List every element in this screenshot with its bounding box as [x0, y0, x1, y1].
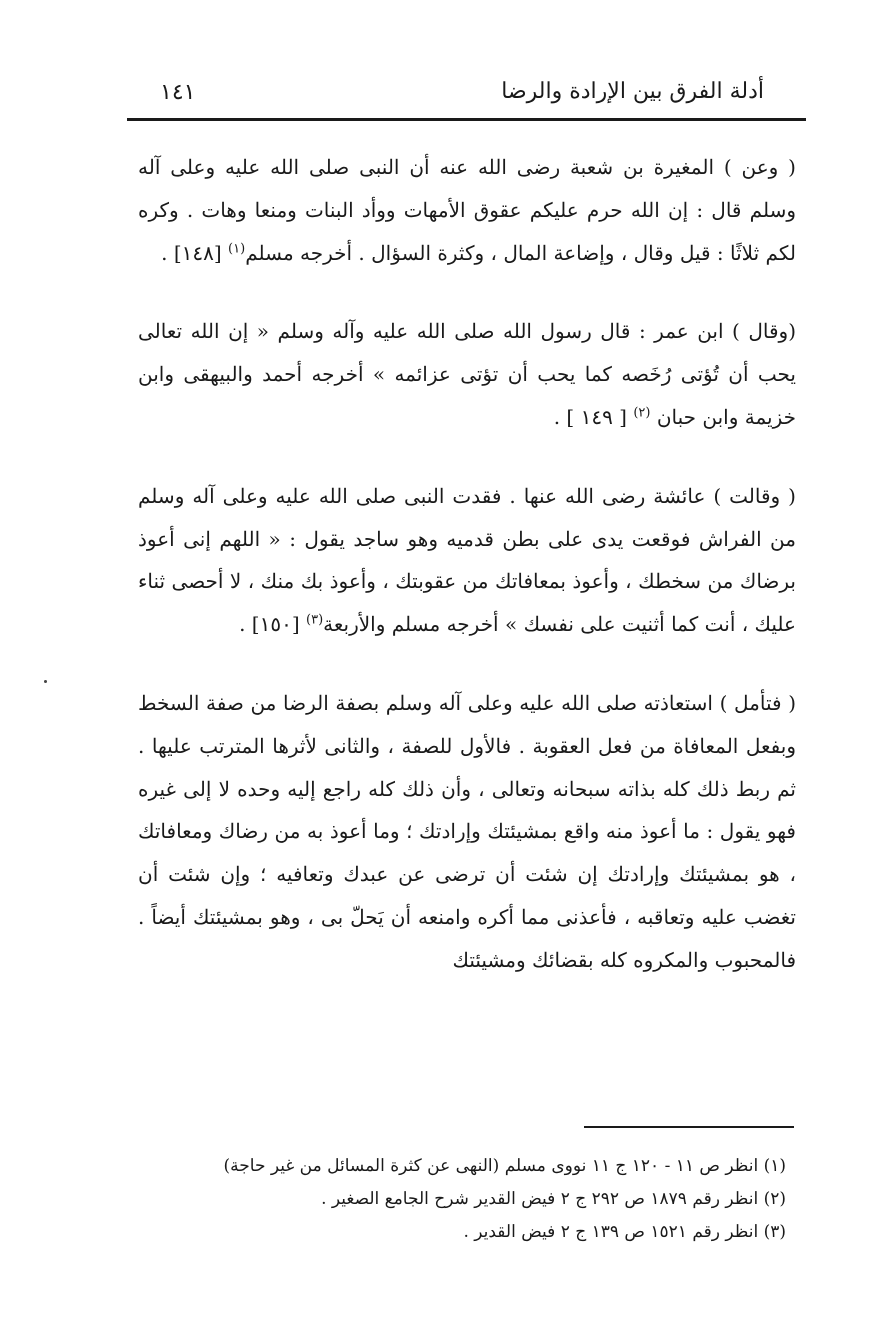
paragraph-3: [138, 475, 796, 646]
paragraph-1: [138, 146, 796, 274]
header-rule: [127, 118, 806, 121]
footnotes: [128, 1150, 786, 1249]
paragraph-4: [138, 682, 796, 982]
footnote-1: (١) انظر ص ١١ - ١٢٠ ج ١١ نووى مسلم (النهى عن كثرة المسائل من غير حاجة): [223, 1156, 786, 1176]
running-title: أدلة الفرق بين الإرادة والرضا: [501, 79, 764, 104]
footnote-ref-2: (٢): [633, 405, 651, 421]
footnote-rule: [584, 1126, 794, 1128]
footnote-2: (٢) انظر رقم ١٨٧٩ ص ٢٩٢ ج ٢ فيض القدير شرح الجامع الصغير .: [321, 1189, 786, 1209]
paragraph-1-ref: [١٤٨] .: [161, 240, 229, 265]
paragraph-2-text: (وقال ) ابن عمر : قال رسول الله صلى الله عليه وآله وسلم « إن الله تعالى يحب أن تُؤتى رُخَصه كما يحب أن تؤتى عزائمه » أخرجه أحمد والبيهقى وابن خزيمة وابن حبان: [138, 319, 796, 429]
paper-speck: [44, 680, 47, 683]
footnote-3: (٣) انظر رقم ١٥٢١ ص ١٣٩ ج ٢ فيض القدير .: [463, 1222, 786, 1242]
footnote-ref-1: (١): [228, 240, 246, 256]
footnote-ref-3: (٣): [306, 612, 324, 628]
paragraph-4-text: ( فتأمل ) استعاذته صلى الله عليه وعلى آله وسلم بصفة الرضا من صفة السخط وبفعل المعافاة من فعل العقوبة . فالأول للصفة ، والثانى لأثرها المترتب عليها . ثم ربط ذلك كله بذاته سبحانه وتعالى ، وأن ذلك كله راجع إليه وحده لا إلى غيره فهو يقول : ما أعوذ منه واقع بمشيئتك وإرادتك ؛ وما أعوذ به من رضاك ومعافاتك ، هو بمشيئتك وإرادتك إن شئت أن ترضى عن عبدك وتعافيه ؛ وإن شئت أن تغضب عليه وتعاقبه ، فأعذنى مما أكره وامنعه أن يَحلّ بى ، وهو بمشيئتك أيضاً . فالمحبوب والمكروه كله بقضائك ومشيئتك: [138, 690, 796, 972]
paragraph-2: [138, 310, 796, 438]
running-header: [160, 70, 764, 114]
body-text: [138, 146, 796, 982]
paragraph-2-ref: [ ١٤٩ ] .: [553, 404, 634, 429]
paragraph-3-ref: [١٥٠] .: [239, 612, 307, 637]
paragraph-3-text: ( وقالت ) عائشة رضى الله عنها . فقدت النبى صلى الله عليه وعلى آله وسلم من الفراش فوقعت يدى على بطن قدميه وهو ساجد يقول : « اللهم إنى أعوذ برضاك من سخطك ، وأعوذ بمعافاتك من عقوبتك ، وأعوذ بك منك ، لا أحصى ثناء عليك ، أنت كما أثنيت على نفسك » أخرجه مسلم والأربعة: [138, 483, 796, 637]
page-number: ١٤١: [160, 79, 196, 105]
paragraph-1-text: ( وعن ) المغيرة بن شعبة رضى الله عنه أن النبى صلى الله عليه وعلى آله وسلم قال : إن الله حرم عليكم عقوق الأمهات ووأد البنات ومنعا وهات . وكره لكم ثلاثًا : قيل وقال ، وإضاعة المال ، وكثرة السؤال . أخرجه مسلم: [138, 155, 796, 265]
